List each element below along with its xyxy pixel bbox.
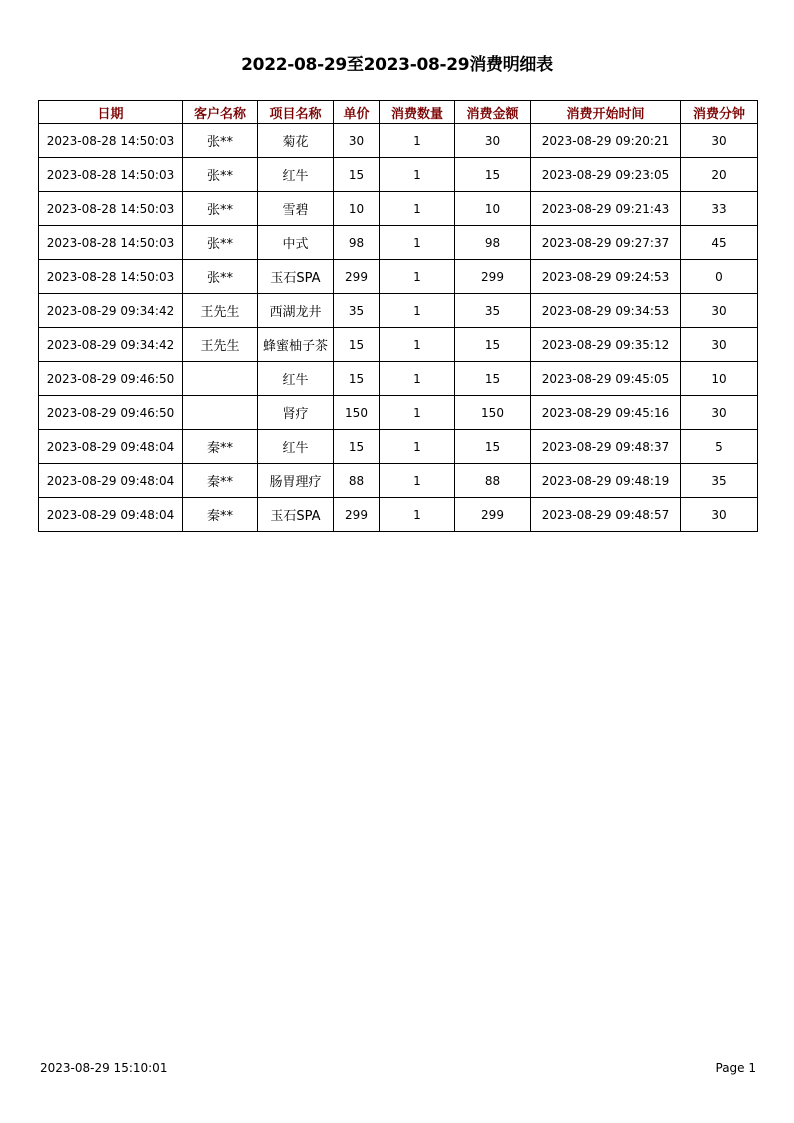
cell-item: 雪碧 [258,192,334,226]
cell-minutes: 35 [681,464,758,498]
table-row [39,124,758,158]
cell-unit-price: 299 [334,260,380,294]
cell-customer: 张** [183,192,258,226]
cell-item: 红牛 [258,362,334,396]
cell-quantity: 1 [380,226,455,260]
cell-item: 红牛 [258,158,334,192]
cell-item: 蜂蜜柚子茶 [258,328,334,362]
cell-minutes: 33 [681,192,758,226]
cell-customer: 秦** [183,498,258,532]
cell-amount: 98 [455,226,531,260]
cell-start-time: 2023-08-29 09:34:53 [531,294,681,328]
cell-unit-price: 10 [334,192,380,226]
cell-amount: 299 [455,260,531,294]
cell-customer [183,362,258,396]
cell-amount: 30 [455,124,531,158]
table-row [39,498,758,532]
table-row [39,362,758,396]
column-header-item: 项目名称 [258,101,334,124]
cell-quantity: 1 [380,260,455,294]
cell-unit-price: 98 [334,226,380,260]
table-row [39,260,758,294]
cell-amount: 10 [455,192,531,226]
cell-customer [183,396,258,430]
table-row [39,226,758,260]
table-row [39,294,758,328]
cell-minutes: 20 [681,158,758,192]
cell-start-time: 2023-08-29 09:35:12 [531,328,681,362]
cell-start-time: 2023-08-29 09:48:57 [531,498,681,532]
cell-minutes: 0 [681,260,758,294]
table-row [39,464,758,498]
cell-start-time: 2023-08-29 09:48:19 [531,464,681,498]
page-number: Page 1 [715,1061,756,1075]
cell-quantity: 1 [380,294,455,328]
cell-item: 菊花 [258,124,334,158]
column-header-minutes: 消费分钟 [681,101,758,124]
cell-date: 2023-08-29 09:34:42 [39,328,183,362]
cell-customer: 张** [183,124,258,158]
cell-amount: 150 [455,396,531,430]
cell-unit-price: 35 [334,294,380,328]
cell-item: 肠胃理疗 [258,464,334,498]
cell-unit-price: 15 [334,328,380,362]
column-header-unit-price: 单价 [334,101,380,124]
cell-unit-price: 88 [334,464,380,498]
cell-date: 2023-08-29 09:34:42 [39,294,183,328]
cell-amount: 15 [455,430,531,464]
cell-amount: 15 [455,328,531,362]
cell-start-time: 2023-08-29 09:45:05 [531,362,681,396]
cell-minutes: 30 [681,124,758,158]
cell-customer: 秦** [183,430,258,464]
cell-amount: 15 [455,362,531,396]
table-row [39,192,758,226]
cell-quantity: 1 [380,124,455,158]
cell-quantity: 1 [380,192,455,226]
cell-customer: 秦** [183,464,258,498]
table-row [39,158,758,192]
cell-amount: 299 [455,498,531,532]
cell-quantity: 1 [380,464,455,498]
cell-start-time: 2023-08-29 09:45:16 [531,396,681,430]
cell-amount: 35 [455,294,531,328]
cell-minutes: 30 [681,396,758,430]
cell-item: 肾疗 [258,396,334,430]
cell-start-time: 2023-08-29 09:27:37 [531,226,681,260]
cell-quantity: 1 [380,396,455,430]
table-header-row [39,101,758,124]
cell-customer: 王先生 [183,328,258,362]
cell-customer: 张** [183,260,258,294]
cell-minutes: 30 [681,328,758,362]
cell-quantity: 1 [380,498,455,532]
cell-minutes: 30 [681,498,758,532]
column-header-quantity: 消费数量 [380,101,455,124]
cell-amount: 88 [455,464,531,498]
cell-date: 2023-08-28 14:50:03 [39,260,183,294]
print-timestamp: 2023-08-29 15:10:01 [40,1061,168,1075]
cell-unit-price: 150 [334,396,380,430]
cell-minutes: 45 [681,226,758,260]
cell-unit-price: 15 [334,158,380,192]
cell-item: 西湖龙井 [258,294,334,328]
cell-item: 红牛 [258,430,334,464]
cell-minutes: 10 [681,362,758,396]
cell-item: 玉石SPA [258,498,334,532]
column-header-amount: 消费金额 [455,101,531,124]
table-row [39,328,758,362]
cell-start-time: 2023-08-29 09:20:21 [531,124,681,158]
cell-date: 2023-08-28 14:50:03 [39,226,183,260]
cell-date: 2023-08-28 14:50:03 [39,192,183,226]
cell-quantity: 1 [380,430,455,464]
cell-minutes: 30 [681,294,758,328]
cell-quantity: 1 [380,362,455,396]
cell-date: 2023-08-28 14:50:03 [39,158,183,192]
report-title: 2022-08-29至2023-08-29消费明细表 [241,55,553,75]
cell-start-time: 2023-08-29 09:24:53 [531,260,681,294]
cell-item: 中式 [258,226,334,260]
table-row [39,430,758,464]
cell-minutes: 5 [681,430,758,464]
consumption-detail-table [38,100,758,532]
cell-customer: 王先生 [183,294,258,328]
column-header-date: 日期 [39,101,183,124]
cell-date: 2023-08-29 09:46:50 [39,362,183,396]
cell-amount: 15 [455,158,531,192]
table-row [39,396,758,430]
cell-item: 玉石SPA [258,260,334,294]
cell-start-time: 2023-08-29 09:48:37 [531,430,681,464]
cell-date: 2023-08-29 09:48:04 [39,430,183,464]
cell-date: 2023-08-29 09:48:04 [39,464,183,498]
cell-customer: 张** [183,158,258,192]
cell-start-time: 2023-08-29 09:23:05 [531,158,681,192]
cell-date: 2023-08-29 09:46:50 [39,396,183,430]
cell-date: 2023-08-29 09:48:04 [39,498,183,532]
cell-quantity: 1 [380,158,455,192]
column-header-start-time: 消费开始时间 [531,101,681,124]
cell-unit-price: 299 [334,498,380,532]
cell-quantity: 1 [380,328,455,362]
column-header-customer: 客户名称 [183,101,258,124]
cell-start-time: 2023-08-29 09:21:43 [531,192,681,226]
cell-unit-price: 30 [334,124,380,158]
cell-customer: 张** [183,226,258,260]
cell-date: 2023-08-28 14:50:03 [39,124,183,158]
cell-unit-price: 15 [334,362,380,396]
cell-unit-price: 15 [334,430,380,464]
